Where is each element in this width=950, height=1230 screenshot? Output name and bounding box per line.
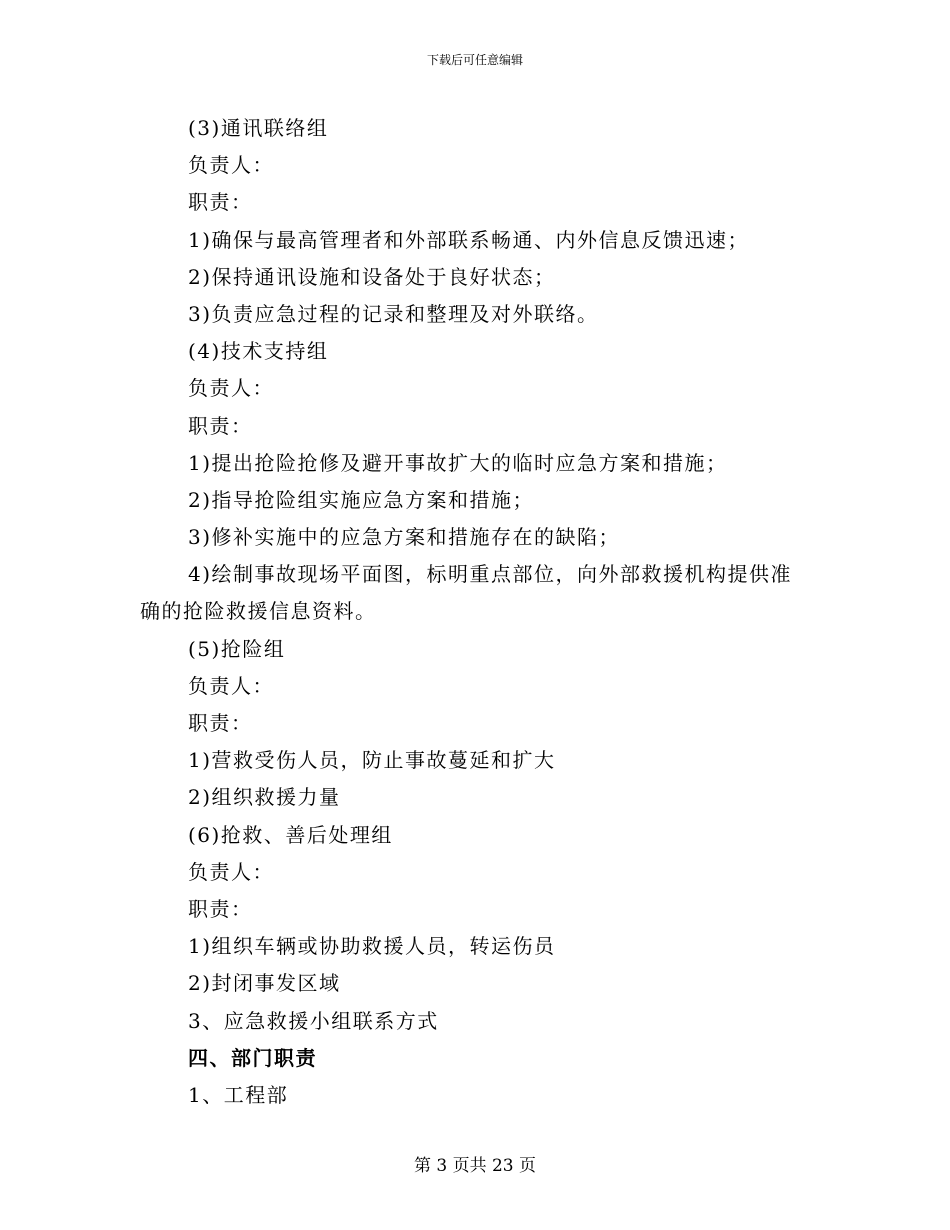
paragraph-line: 2)封闭事发区域: [188, 971, 341, 996]
paragraph-line: 1)组织车辆或协助救援人员，转运伤员: [188, 934, 556, 959]
paragraph-line: (4)技术支持组: [188, 339, 329, 364]
paragraph-line: 1)确保与最高管理者和外部联系畅通、内外信息反馈迅速；: [188, 227, 750, 252]
section-heading: 四、部门职责: [188, 1045, 317, 1070]
page-header: 下载后可任意编辑: [426, 53, 523, 67]
paragraph-line: 2)组织救援力量: [188, 785, 341, 810]
paragraph-line: 1、工程部: [188, 1082, 289, 1107]
paragraph-line: 负责人：: [188, 376, 274, 401]
paragraph-line: 1)提出抢险抢修及避开事故扩大的临时应急方案和措施；: [188, 450, 728, 475]
paragraph-line: 3)修补实施中的应急方案和措施存在的缺陷；: [188, 525, 621, 550]
paragraph-line: 负责人：: [188, 859, 274, 884]
document-body: [140, 110, 830, 1114]
paragraph-line: 职责：: [188, 413, 253, 438]
paragraph-line: 3、应急救援小组联系方式: [188, 1008, 439, 1033]
paragraph-line: 2)指导抢险组实施应急方案和措施；: [188, 487, 535, 512]
paragraph-line: 负责人：: [188, 153, 274, 178]
paragraph-line: 2)保持通讯设施和设备处于良好状态；: [188, 264, 556, 289]
paragraph-line: 职责：: [188, 711, 253, 735]
paragraph-line: 负责人：: [188, 673, 274, 698]
paragraph-line: 职责：: [188, 896, 253, 921]
paragraph-line: 确的抢险救援信息资料。: [140, 599, 377, 624]
paragraph-line: 职责：: [188, 190, 253, 215]
paragraph-line: 4)绘制事故现场平面图，标明重点部位，向外部救援机构提供准: [188, 562, 793, 587]
paragraph-line: (3)通讯联络组: [188, 116, 329, 140]
paragraph-line: 1)营救受伤人员，防止事故蔓延和扩大: [188, 748, 556, 773]
page-footer: 第 3 页共 23 页: [413, 1156, 537, 1176]
paragraph-line: (6)抢救、善后处理组: [188, 822, 393, 847]
paragraph-line: (5)抢险组: [188, 636, 286, 661]
paragraph-line: 3)负责应急过程的记录和整理及对外联络。: [188, 301, 599, 326]
